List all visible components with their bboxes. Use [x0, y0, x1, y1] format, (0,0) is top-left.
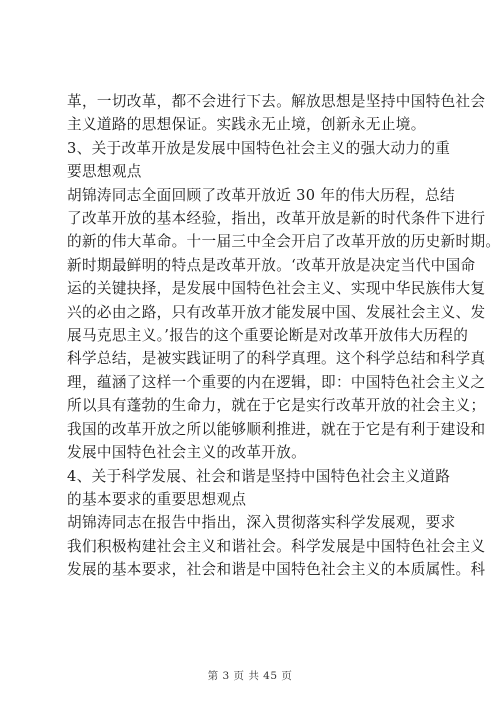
text-line: 革，一切改革，都不会进行下去。解放思想是坚持中国特色社会	[67, 93, 486, 110]
text-line: 胡锦涛同志全面回顾了改革开放近 30 年的伟大历程，总结	[67, 186, 455, 204]
text-line: 发展的基本要求，社会和谐是中国特色社会主义的本质属性。科	[67, 561, 486, 579]
text-line: 展马克思主义。’报告的这个重要论断是对改革开放伟大历程的	[67, 327, 469, 345]
text-line: 所以具有蓬勃的生命力，就在于它是实行改革开放的社会主义；	[67, 397, 486, 415]
text-line: 发展中国特色社会主义的改革开放。	[67, 444, 307, 462]
text-line: 了改革开放的基本经验，指出，改革开放是新的时代条件下进行	[67, 210, 486, 228]
text-line: 胡锦涛同志在报告中指出，深入贯彻落实科学发展观，要求	[67, 514, 456, 532]
text-line: 主义道路的思想保证。实践永无止境，创新永无止境。	[67, 116, 426, 134]
text-line: 要思想观点	[67, 163, 142, 181]
text-line: 科学总结，是被实践证明了的科学真理。这个科学总结和科学真	[67, 350, 486, 368]
text-line: 3、关于改革开放是发展中国特色社会主义的强大动力的重	[67, 139, 451, 157]
paragraph-1	[67, 90, 486, 137]
text-line: 兴的必由之路，只有改革开放才能发展中国、发展社会主义、发	[67, 303, 486, 321]
page-number-footer: 第 3 页 共 45 页	[207, 670, 293, 682]
text-line: 理，蕴涵了这样一个重要的内在逻辑，即：中国特色社会主义之	[67, 373, 486, 391]
text-line: 的基本要求的重要思想观点	[67, 490, 247, 508]
text-line: 4、关于科学发展、社会和谐是坚持中国特色社会主义道路	[67, 467, 451, 485]
paragraph-3	[67, 511, 486, 581]
section-heading-3	[67, 137, 451, 184]
paragraph-2	[67, 184, 500, 465]
section-heading-4	[67, 465, 451, 512]
text-line: 新时期最鲜明的特点是改革开放。‘改革开放是决定当代中国命	[67, 256, 476, 274]
text-line: 我们积极构建社会主义和谐社会。科学发展是中国特色社会主义	[67, 537, 486, 555]
body-text	[67, 90, 500, 582]
text-line: 运的关键抉择，是发展中国特色社会主义、实现中华民族伟大复	[67, 280, 486, 298]
text-line: 的新的伟大革命。十一届三中全会开启了改革开放的历史新时期。	[67, 233, 500, 251]
text-line: 我国的改革开放之所以能够顺利推进，就在于它是有利于建设和	[67, 420, 486, 438]
